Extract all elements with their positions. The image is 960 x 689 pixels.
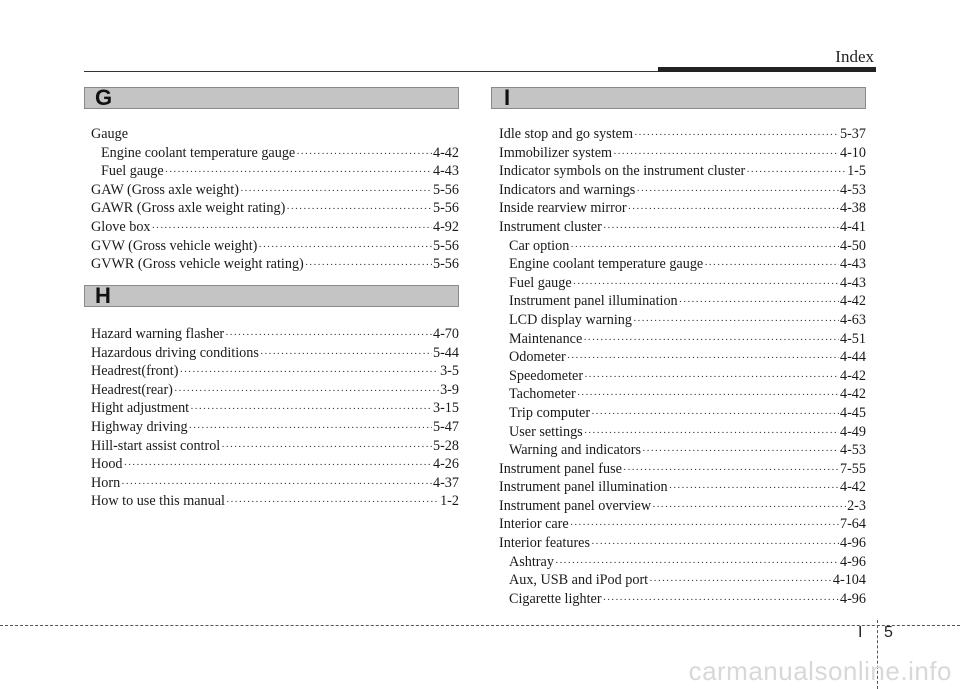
index-entry [499,553,866,572]
dot-leader [633,312,839,331]
index-entry-label: Warning and indicators [509,442,642,459]
section-header-i [491,87,866,109]
index-entry-label: Idle stop and go system [499,126,633,142]
dot-leader [190,400,432,419]
index-entry-page: 4-70 [432,326,459,342]
index-entry [499,199,866,218]
index-entry-page: 5-56 [432,200,459,217]
index-entry-page: 5-44 [432,344,459,361]
index-entry-page: 4-43 [839,256,866,273]
index-entry-page: 4-45 [839,404,866,421]
index-entry-page: 5-37 [839,126,866,142]
dot-leader [704,256,839,275]
index-entry [91,218,459,237]
index-entry [499,571,866,590]
index-entry-page: 4-53 [839,181,866,198]
index-entry-page: 7-64 [839,516,866,533]
index-entry [499,292,866,311]
index-entry-label: Cigarette lighter [509,590,602,607]
index-entry-page: 5-47 [432,418,459,435]
index-entry-page: 4-63 [839,311,866,328]
index-entry-page: 1-2 [440,493,459,510]
dot-leader [573,275,839,294]
index-entry [499,515,866,534]
index-entry [91,492,459,511]
index-entry [499,385,866,404]
dot-leader [286,200,432,219]
index-entry [91,418,459,437]
index-entry [499,534,866,553]
index-entry-label: Headrest(rear) [91,381,173,398]
index-entry-page: 4-50 [839,237,866,254]
index-entry-page: 4-92 [432,218,459,235]
index-entry-page: 4-53 [839,442,866,459]
index-entry-page: 4-26 [432,456,459,473]
index-entry-page: 4-44 [839,349,866,366]
index-entry-label: Instrument panel illumination [509,293,678,310]
index-entry-label: LCD display warning [509,311,632,328]
index-entry [499,367,866,386]
index-entry-label: Instrument panel overview [499,497,652,514]
dot-leader [577,386,839,405]
dot-leader [652,498,846,517]
dot-leader [584,368,839,387]
index-entry [499,348,866,367]
index-entry-label: Aux, USB and iPod port [509,572,649,589]
dot-leader [634,126,839,145]
section-letter-h: H [95,283,111,308]
dot-leader [189,419,432,438]
index-entry [499,330,866,349]
index-entry [499,144,866,163]
index-entry-page: 7-55 [839,460,866,477]
dot-leader [555,554,839,573]
index-entry-label: Engine coolant temperature gauge [101,144,296,161]
index-entry [91,455,459,474]
index-entry-label: Hight adjustment [91,400,190,417]
index-entry [91,125,459,144]
index-entry-label: Immobilizer system [499,144,613,161]
index-entry [91,362,459,381]
index-entry-label: Interior care [499,516,569,533]
index-entry-label: Fuel gauge [101,163,164,180]
section-h-entries [91,325,459,511]
index-entry-page: 5-28 [432,437,459,454]
index-entry [499,311,866,330]
index-entry [91,344,459,363]
index-entry [91,437,459,456]
section-letter-g: G [95,85,113,110]
index-entry [499,478,866,497]
dot-leader [591,405,839,424]
index-entry [91,199,459,218]
index-entry-page: 1-5 [847,163,866,180]
index-entry-page: 4-38 [839,200,866,217]
index-entry-label: Trip computer [509,404,591,421]
index-entry-label: Tachometer [509,386,576,403]
index-entry [91,144,459,163]
index-entry-page: 4-42 [839,386,866,403]
index-entry-label: Hazard warning flasher [91,326,225,342]
index-entry [91,162,459,181]
index-entry [499,125,866,144]
index-entry-label: User settings [509,423,583,440]
index-entry [499,460,866,479]
dot-leader [591,535,839,554]
section-letter-i: I [504,85,511,110]
index-entry-label: Ashtray [509,553,554,570]
index-entry-label: GVW (Gross vehicle weight) [91,237,258,254]
index-entry [91,325,459,344]
watermark: carmanualsonline.info [688,656,952,686]
index-entry-page: 4-42 [839,293,866,310]
index-entry-label: Speedometer [509,367,584,384]
index-entry-label: GAW (Gross axle weight) [91,181,239,198]
index-entry-page: 4-43 [839,274,866,291]
index-entry-page: 4-96 [839,535,866,552]
dot-leader [628,200,839,219]
index-entry [499,441,866,460]
dot-leader [305,256,432,275]
index-entry-label: Interior features [499,535,590,552]
index-entry-label: Engine coolant temperature gauge [509,256,704,273]
dot-leader [583,331,839,350]
dot-leader [225,326,432,345]
dot-leader [226,493,439,512]
dot-leader [240,182,432,201]
dot-leader [649,572,832,591]
index-entry-label: How to use this manual [91,493,225,510]
index-entry-page: 4-49 [839,423,866,440]
index-entry-page: 5-56 [432,237,459,254]
index-entry [499,274,866,293]
index-entry-label: Fuel gauge [509,274,572,291]
index-entry [499,162,866,181]
dot-leader [623,461,839,480]
index-entry-page: 3-5 [440,363,459,380]
footer-rule [0,625,960,626]
section-header-g [84,87,459,109]
index-entry-label: Hood [91,456,123,473]
index-entry-label: Maintenance [509,330,583,347]
index-entry-label: Car option [509,237,570,254]
index-entry [91,237,459,256]
dot-leader [642,442,839,461]
index-entry-label: GVWR (Gross vehicle weight rating) [91,256,304,273]
index-entry-label: Instrument panel fuse [499,460,622,477]
footer-section-letter: I [858,624,863,641]
index-entry-label: Hazardous driving conditions [91,344,259,361]
index-entry-page: 4-96 [839,553,866,570]
dot-leader [296,145,432,164]
dot-leader [636,182,839,201]
dot-leader [174,382,439,401]
index-entry-page: 4-10 [839,144,866,161]
index-entry-page: 4-96 [839,590,866,607]
index-entry [499,181,866,200]
dot-leader [603,219,839,238]
index-entry [91,181,459,200]
index-entry [91,399,459,418]
dot-leader [570,516,839,535]
index-entry-label: Glove box [91,218,151,235]
index-entry [499,590,866,609]
index-entry [499,218,866,237]
section-header-h [84,285,459,307]
dot-leader [603,591,839,610]
index-entry-label: Instrument panel illumination [499,479,668,496]
dot-leader [179,363,439,382]
index-entry [91,255,459,274]
index-entry-page: 2-3 [847,497,866,514]
section-i-entries [499,125,866,608]
index-entry-page: 4-51 [839,330,866,347]
index-entry-label: Highway driving [91,418,188,435]
footer-page-number: 5 [884,624,893,641]
index-entry [499,497,866,516]
index-entry-page: 5-56 [432,256,459,273]
index-entry [499,423,866,442]
page-header-title: Index [835,47,874,66]
dot-leader [567,349,839,368]
index-entry-page: 3-9 [440,381,459,398]
index-entry-label: Indicator symbols on the instrument cluster [499,163,746,180]
index-entry [499,404,866,423]
index-entry-label: Indicators and warnings [499,181,636,198]
index-entry-page: 4-104 [832,572,866,589]
dot-leader [584,424,839,443]
index-entry-page: 4-41 [839,218,866,235]
dot-leader [669,479,839,498]
dot-leader [746,163,846,182]
index-entry [91,381,459,400]
header-rule-accent [658,67,876,72]
index-entry [499,237,866,256]
index-entry-page: 4-37 [432,474,459,491]
index-entry [91,474,459,493]
dot-leader [165,163,432,182]
index-entry-label: Headrest(front) [91,363,179,380]
index-entry-page: 4-42 [839,367,866,384]
index-entry-page: 3-15 [432,400,459,417]
index-entry-page: 4-42 [839,479,866,496]
dot-leader [124,456,432,475]
index-entry-label: Gauge [91,126,129,142]
dot-leader [613,145,839,164]
index-entry-page: 5-56 [432,181,459,198]
index-entry-label: Inside rearview mirror [499,200,627,217]
dot-leader [221,438,432,457]
dot-leader [121,475,432,494]
dot-leader [679,293,839,312]
index-entry-label: Odometer [509,349,566,366]
index-entry-page: 4-43 [432,163,459,180]
dot-leader [258,238,432,257]
index-entry-label: GAWR (Gross axle weight rating) [91,200,286,217]
index-entry [499,255,866,274]
dot-leader [152,219,432,238]
index-entry-label: Hill-start assist control [91,437,221,454]
index-entry-page: 4-42 [432,144,459,161]
index-entry-label: Instrument cluster [499,218,602,235]
dot-leader [260,345,432,364]
section-g-entries [91,125,459,274]
dot-leader [570,238,839,257]
index-entry-label: Horn [91,474,121,491]
